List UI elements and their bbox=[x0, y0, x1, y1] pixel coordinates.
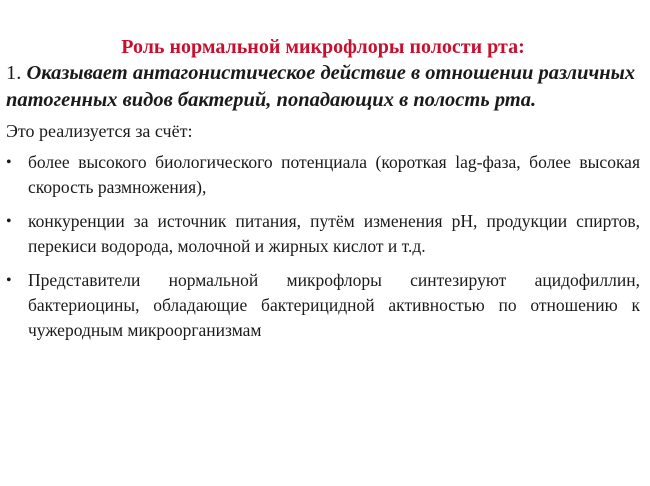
list-item bbox=[6, 268, 640, 343]
bullet-text: конкуренции за источник питания, путём изменения pH, продукции спиртов, перекиси водорода, молочной и жирных кислот и т.д. bbox=[28, 211, 640, 256]
intro-text: Это реализуется за счёт: bbox=[6, 121, 193, 141]
bullet-text: более высокого биологического потенциала (короткая lag-фаза, более высокая скорость размножения), bbox=[28, 152, 640, 197]
list-item bbox=[6, 209, 640, 259]
bullet-icon: • bbox=[6, 154, 12, 171]
bullet-list bbox=[6, 150, 640, 343]
list-item bbox=[6, 150, 640, 200]
thesis-number: 1. bbox=[6, 62, 22, 84]
slide-title: Роль нормальной микрофлоры полости рта: bbox=[121, 36, 525, 58]
thesis-text: Оказывает антагонистическое действие в отношении различных патогенных видов бактерий, попадающих в полость рта. bbox=[6, 62, 636, 111]
bullet-text: Представители нормальной микрофлоры синтезируют ацидофиллин, бактериоцины, обладающие бактерицидной активностью по отношению к чужеродным микроорганизмам bbox=[28, 270, 640, 340]
bullet-icon: • bbox=[6, 213, 12, 230]
bullet-icon: • bbox=[6, 272, 12, 289]
thesis-statement bbox=[6, 60, 640, 114]
